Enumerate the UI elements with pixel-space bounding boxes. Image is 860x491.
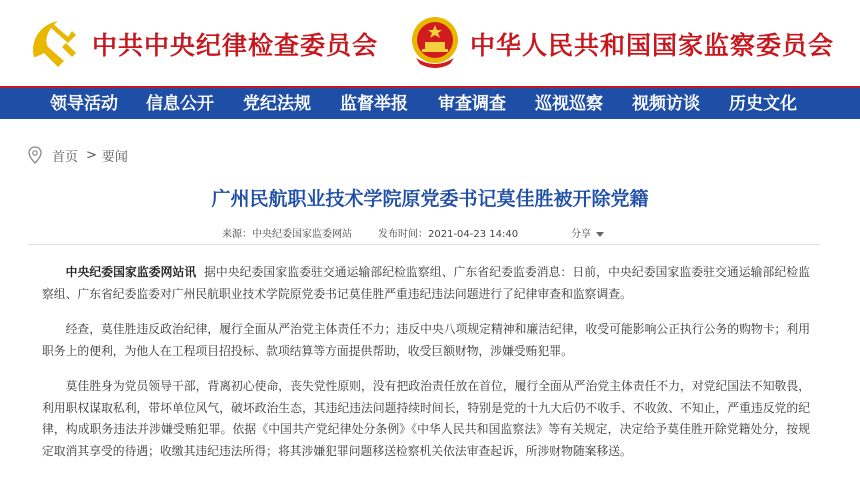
divider [28,244,820,245]
nav-item-info-disclosure[interactable]: 信息公开 [146,94,214,114]
nav-item-report[interactable]: 监督举报 [340,94,408,114]
breadcrumb-separator: > [86,147,97,163]
nav-item-leadership[interactable]: 领导活动 [50,94,118,114]
main-nav [0,86,860,119]
location-pin-icon [28,146,42,164]
nav-item-history[interactable]: 历史文化 [729,94,797,114]
share-label: 分享 [571,229,591,240]
article-paragraph: 经查，莫佳胜违反政治纪律，履行全面从严治党主体责任不力；违反中央八项规定精神和廉洁纪律，收受可能影响公正执行公务的购物卡；利用职务上的便利，为他人在工程项目招投标、款项结算等方面提供帮助，收受巨额财物，涉嫌受贿犯罪。 [42,322,810,358]
org1-title[interactable]: 中共中央纪律检查委员会 [92,31,379,60]
party-emblem-icon [28,17,80,69]
article-paragraph: 莫佳胜身为党员领导干部，背离初心使命，丧失党性原则，没有把政治责任放在首位，履行全面从严治党主体责任不力，对党纪国法不知敬畏，利用职权谋取私利，带坏单位风气，破坏政治生态，其违纪违法问题持续时间长，特别是党的十九大后仍不收手、不收敛、不知止，严重违反党的纪律，构成职务违法并涉嫌受贿犯罪。依据《中国共产党纪律处分条例》《中华人民共和国监察法》等有关规定，决定给予莫佳胜开除党籍处分，按规定取消其享受的待遇；收缴其违纪违法所得；将其涉嫌犯罪问题移送检察机关依法审查起诉，所涉财物随案移送。 [42,379,810,458]
nav-item-video[interactable]: 视频访谈 [632,94,700,114]
nav-item-regulations[interactable]: 党纪法规 [243,94,311,114]
article-paragraph-text: 据中央纪委国家监委驻交通运输部纪检监察组、广东省纪委监委消息：日前，中央纪委国家监委驻交通运输部纪检监察组、广东省纪委监委对广州民航职业技术学院原党委书记莫佳胜严重违纪违法问题进行了纪律审查和监察调查。 [42,265,811,301]
article-date: 发布时间：2021-04-23 14:40 [378,229,519,240]
breadcrumb-current-link[interactable]: 要闻 [101,149,128,165]
national-emblem-icon [410,14,460,70]
article-paragraph [42,262,810,305]
article-source: 来源：中央纪委国家监委网站 [222,229,352,240]
share-button[interactable] [571,225,604,240]
breadcrumb [28,146,128,164]
site-header [0,0,860,86]
article-title: 广州民航职业技术学院原党委书记莫佳胜被开除党籍 [211,188,649,210]
breadcrumb-home-link[interactable]: 首页 [52,149,79,165]
nav-item-inspection[interactable]: 巡视巡察 [535,94,603,114]
nav-item-investigation[interactable]: 审查调查 [438,94,506,114]
org2-title[interactable]: 中华人民共和国国家监察委员会 [470,31,835,60]
chevron-down-icon [596,232,604,237]
article-lead-label: 中央纪委国家监委网站讯 [65,265,197,279]
article-body [42,262,810,476]
